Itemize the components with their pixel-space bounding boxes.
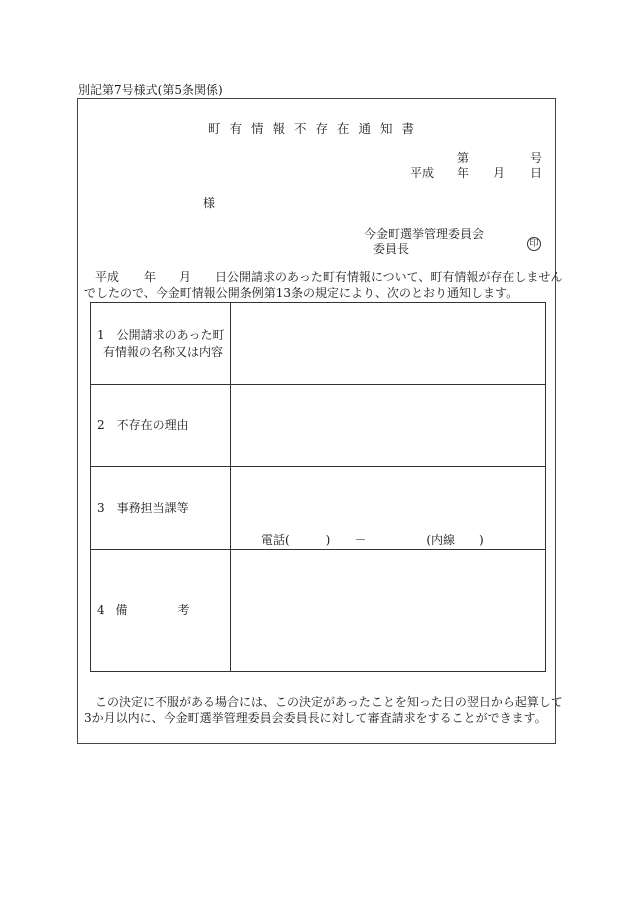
notice-text-line2: でしたので、今金町情報公開条例第13条の規定により、次のとおり通知します。	[84, 286, 519, 300]
appeal-notice-line1: この決定に不服がある場合には、この決定があったことを知った日の翌日から起算して	[95, 695, 563, 709]
detail-table	[90, 302, 546, 672]
notice-month: 月	[179, 270, 192, 284]
table-row	[91, 550, 546, 672]
table-row	[91, 385, 546, 467]
date-month: 月	[493, 166, 506, 180]
date-day: 日	[530, 166, 543, 180]
notice-era: 平成	[95, 270, 120, 284]
date-era: 平成	[410, 166, 435, 180]
table-row	[91, 303, 546, 385]
row-reason-value	[231, 385, 546, 467]
number-dai: 第	[457, 151, 470, 165]
addressee-suffix: 様	[203, 196, 216, 210]
row-remarks-value	[231, 550, 546, 672]
row-reason-label: 2 不存在の理由	[91, 385, 231, 467]
row-department-value	[231, 467, 546, 550]
row-requested-info-value	[231, 303, 546, 385]
form-caption: 別記第7号様式(第5条関係)	[78, 83, 223, 97]
phone-line: 電話( ) － (内線 )	[261, 533, 484, 547]
notice-year: 年	[144, 270, 157, 284]
row-remarks-label: 4 備 考	[91, 550, 231, 672]
notice-text-line1: 日公開請求のあった町有情報について、町有情報が存在しません	[215, 270, 563, 284]
number-go: 号	[530, 151, 543, 165]
issuer-title: 委員長	[373, 242, 410, 256]
seal-stamp: 印	[527, 237, 541, 251]
table-row	[91, 467, 546, 550]
row-requested-info-label: 1 公開請求のあった町 有情報の名称又は内容	[91, 303, 231, 385]
document-title: 町有情報不存在通知書	[208, 121, 424, 136]
issuer-organization: 今金町選挙管理委員会	[364, 227, 485, 241]
date-year: 年	[457, 166, 470, 180]
appeal-notice-line2: 3か月以内に、今金町選挙管理委員会委員長に対して審査請求をすることができます。	[84, 711, 547, 725]
row-department-label: 3 事務担当課等	[91, 467, 231, 550]
